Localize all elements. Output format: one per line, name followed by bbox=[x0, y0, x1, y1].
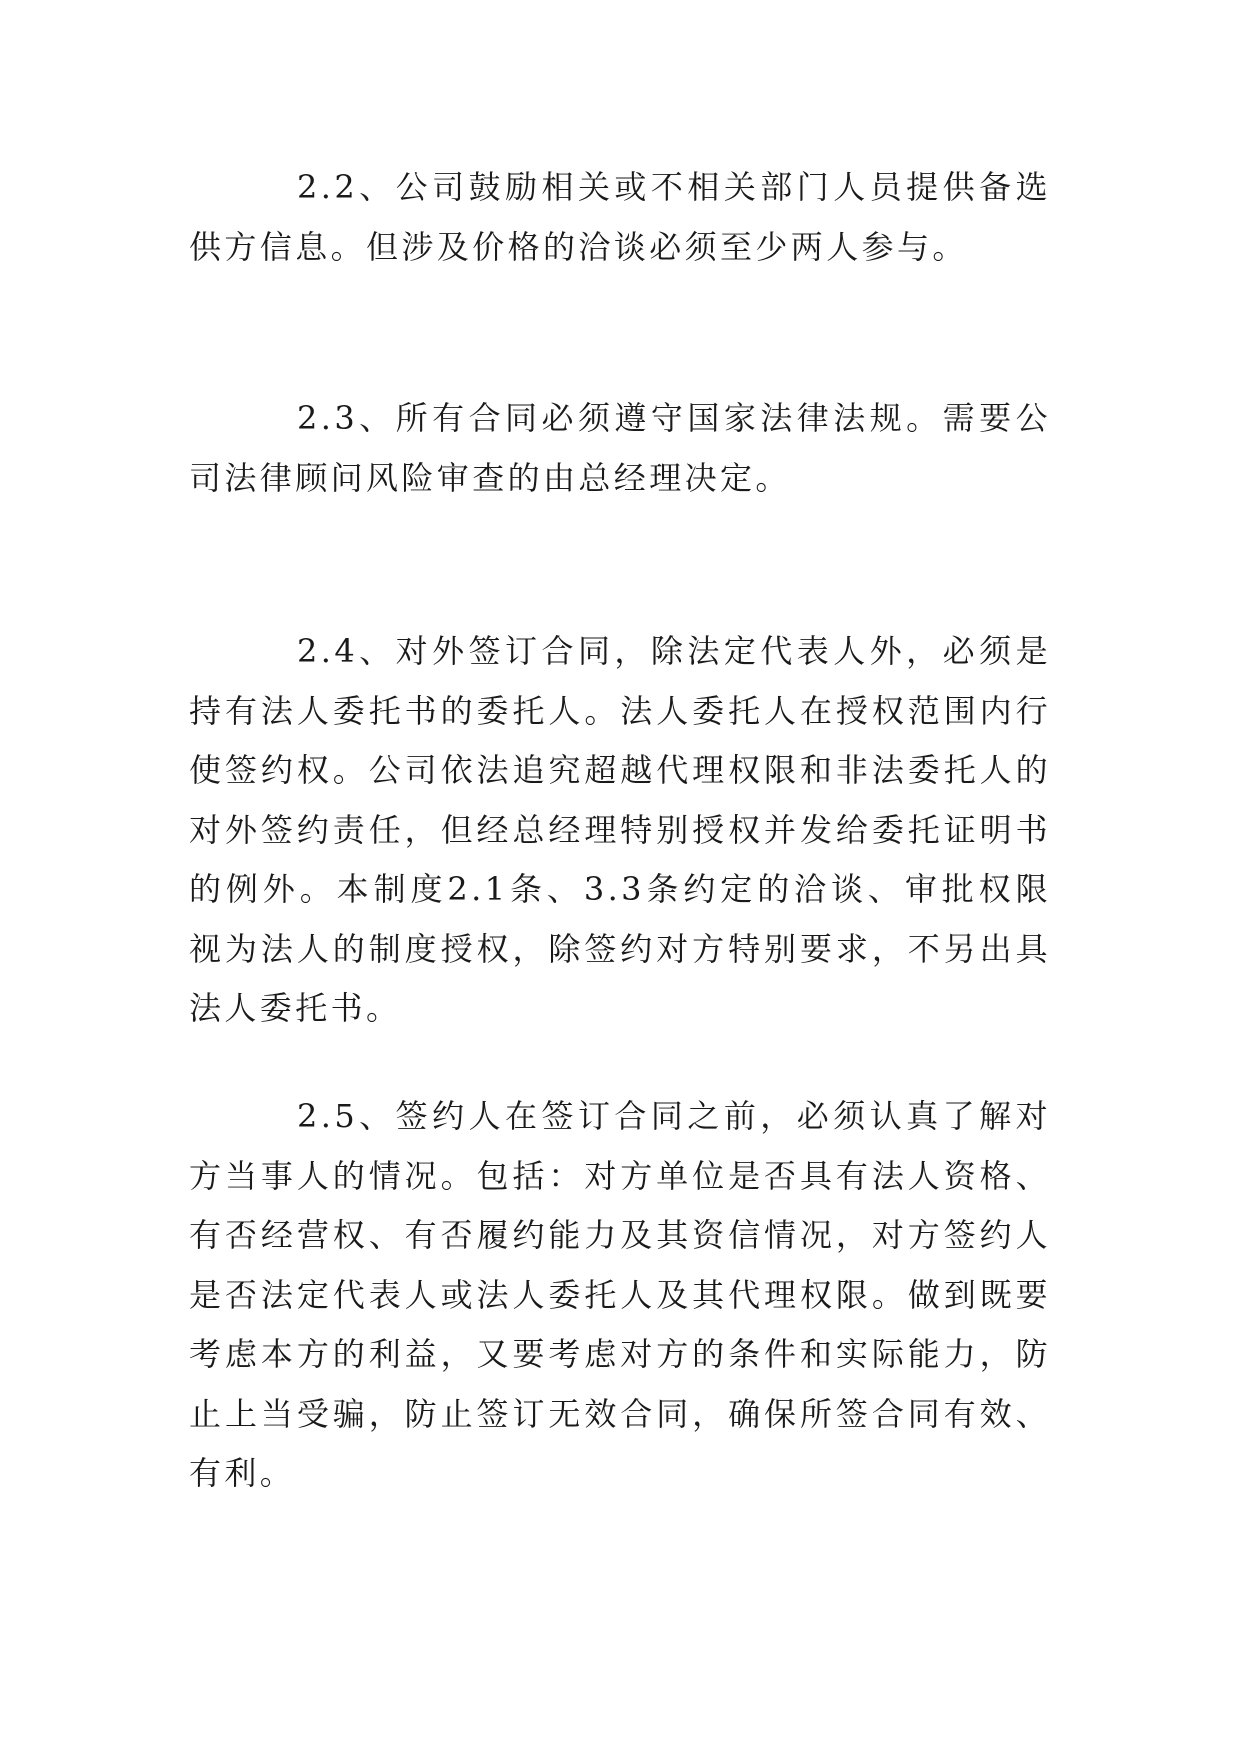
clause-2-2-paragraph: 2.2、公司鼓励相关或不相关部门人员提供备选供方信息。但涉及价格的洽谈必须至少两人参与。 bbox=[189, 168, 1051, 266]
clause-2-4-paragraph: 2.4、对外签订合同，除法定代表人外，必须是持有法人委托书的委托人。法人委托人在授权范围内行使签约权。公司依法追究超越代理权限和非法委托人的对外签约责任，但经总经理特别授权并发给委托证明书的例外。本制度2.1条、3.3条约定的洽谈、审批权限视为法人的制度授权，除签约对方特别要求，不另出具法人委托书。 bbox=[189, 632, 1051, 1027]
clause-2-5-paragraph: 2.5、签约人在签订合同之前，必须认真了解对方当事人的情况。包括：对方单位是否具有法人资格、有否经营权、有否履约能力及其资信情况，对方签约人是否法定代表人或法人委托人及其代理权限。做到既要考虑本方的利益，又要考虑对方的条件和实际能力，防止上当受骗，防止签订无效合同，确保所签合同有效、有利。 bbox=[189, 1097, 1051, 1492]
clause-2-3-paragraph: 2.3、所有合同必须遵守国家法律法规。需要公司法律顾问风险审查的由总经理决定。 bbox=[189, 399, 1051, 497]
